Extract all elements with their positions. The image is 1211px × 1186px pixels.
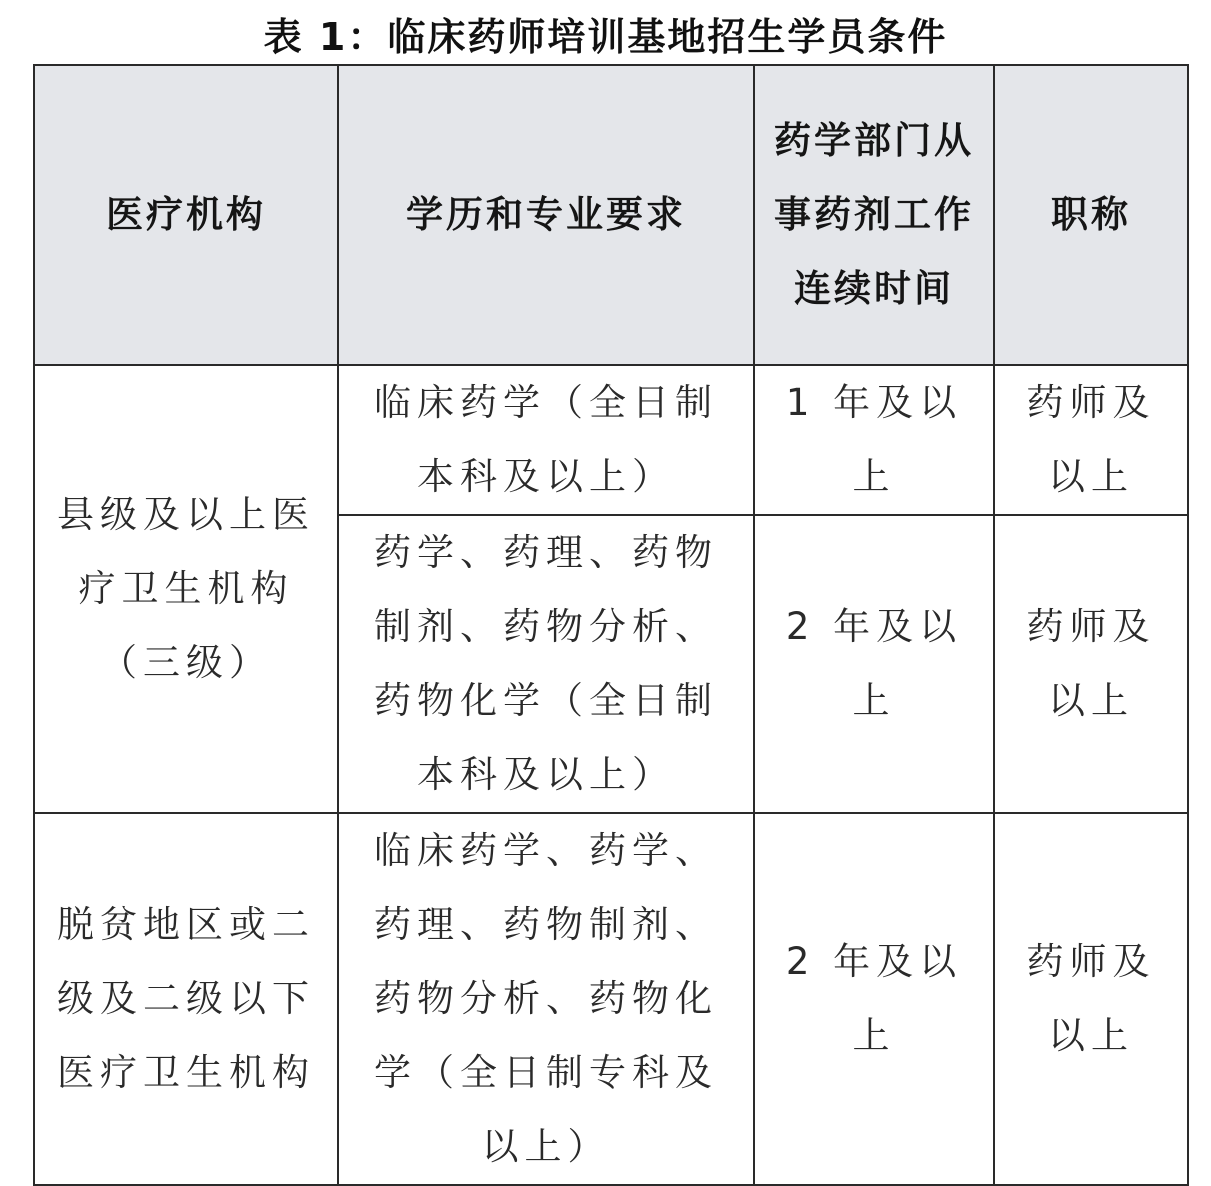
cell-work-time: 2 年及以上 <box>754 813 994 1185</box>
header-education: 学历和专业要求 <box>338 65 754 365</box>
table-title: 表 1：临床药师培训基地招生学员条件 <box>263 15 948 59</box>
cell-title: 药师及以上 <box>994 515 1188 813</box>
cell-title: 药师及以上 <box>994 365 1188 515</box>
table-header-row <box>34 65 1188 365</box>
cell-education: 临床药学（全日制本科及以上） <box>338 365 754 515</box>
header-work-time: 药学部门从事药剂工作连续时间 <box>754 65 994 365</box>
cell-institution: 县级及以上医疗卫生机构（三级） <box>34 365 338 813</box>
table-row <box>34 365 1188 515</box>
cell-institution: 脱贫地区或二级及二级以下医疗卫生机构 <box>34 813 338 1185</box>
cell-title: 药师及以上 <box>994 813 1188 1185</box>
header-institution: 医疗机构 <box>34 65 338 365</box>
cell-work-time: 1 年及以上 <box>754 365 994 515</box>
cell-work-time: 2 年及以上 <box>754 515 994 813</box>
cell-education: 临床药学、药学、药理、药物制剂、药物分析、药物化学（全日制专科及以上） <box>338 813 754 1185</box>
header-title: 职称 <box>994 65 1188 365</box>
cell-education: 药学、药理、药物制剂、药物分析、药物化学（全日制本科及以上） <box>338 515 754 813</box>
table-row <box>34 813 1188 1185</box>
enrollment-requirements-table <box>33 64 1189 1186</box>
